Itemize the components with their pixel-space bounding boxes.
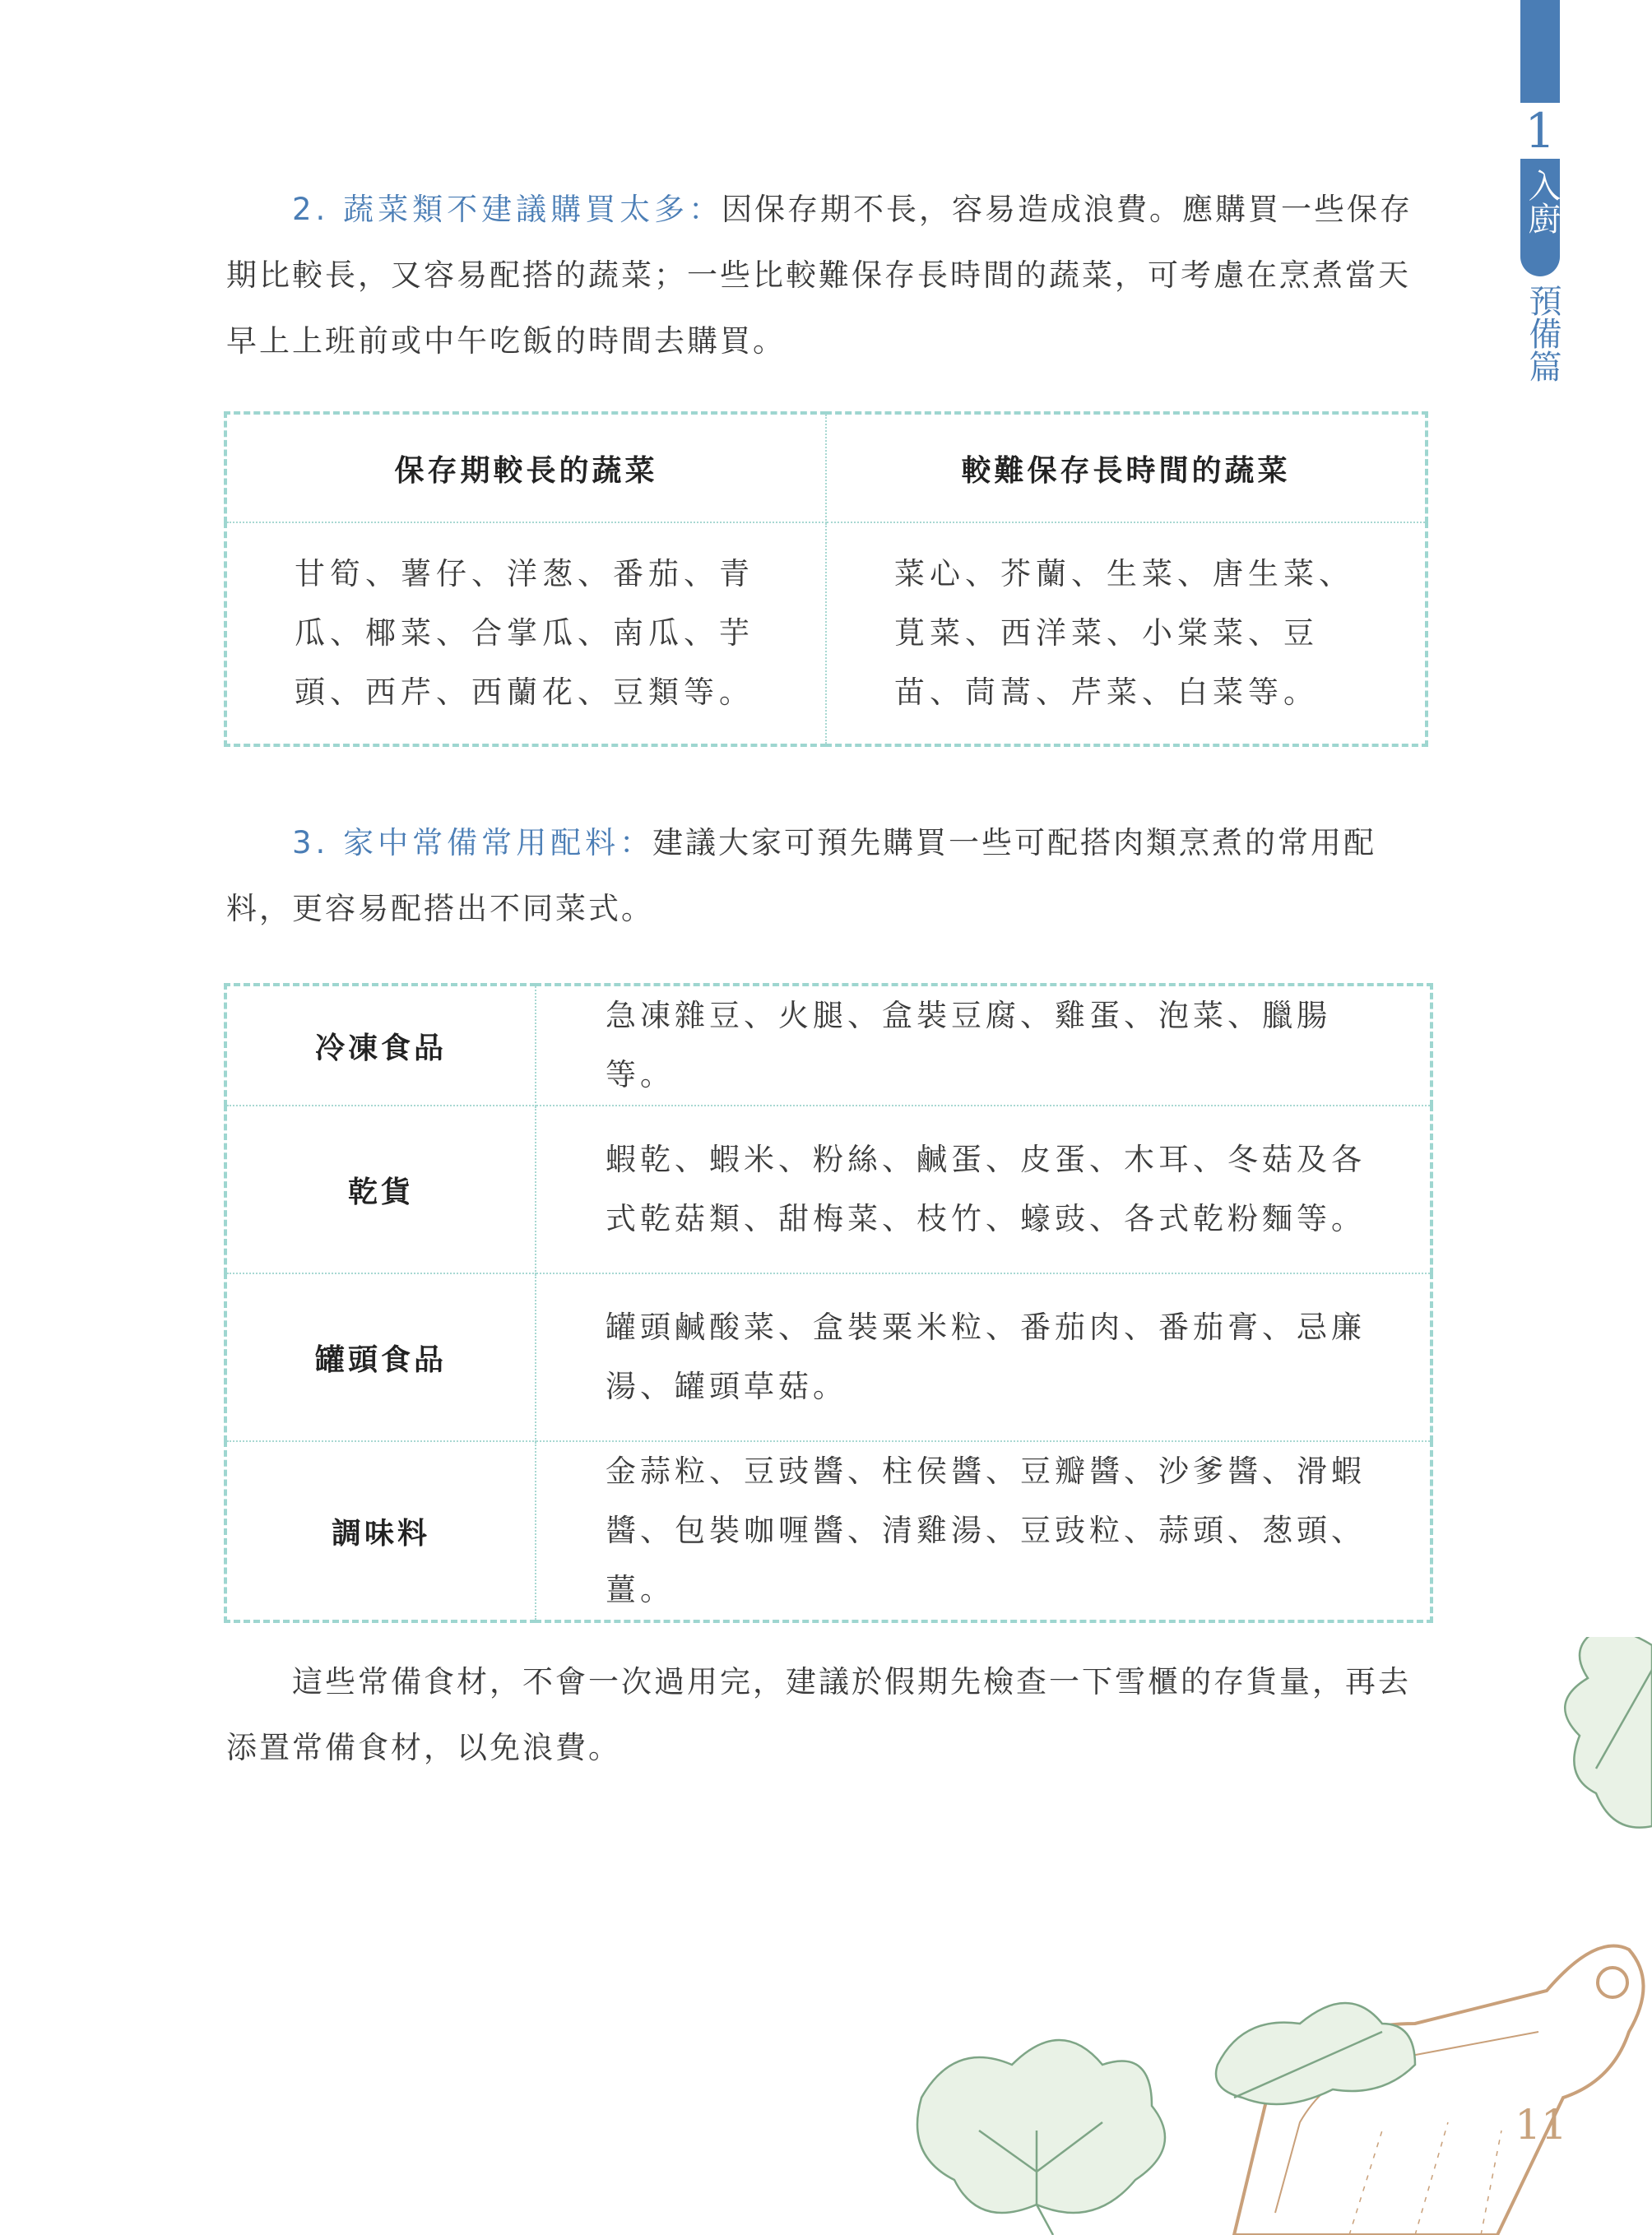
section2-colon: ： bbox=[689, 192, 722, 227]
section2-body: 因保存期不長，容易造成浪費。應購買一些保存期比較長，又容易配搭的蔬菜；一些比較難保存長時間的蔬菜，可考慮在烹煮當天早上上班前或中午吃飯的時間去購買。 bbox=[226, 192, 1413, 359]
chapter-tab-bar bbox=[1520, 0, 1560, 95]
section3-heading: 3. 家中常備常用配料 bbox=[292, 825, 620, 860]
parsley-corner-icon bbox=[1565, 1637, 1652, 1828]
chapter-subtitle-text: 預備篇 bbox=[1524, 284, 1562, 383]
section2-heading: 2. 蔬菜類不建議購買太多 bbox=[292, 192, 689, 227]
category-frozen: 冷凍食品 bbox=[225, 985, 536, 1106]
vegetable-table-row bbox=[225, 522, 1427, 745]
table-row bbox=[225, 985, 1432, 1106]
long-shelf-life-list: 甘筍、薯仔、洋葱、番茄、青瓜、椰菜、合掌瓜、南瓜、芋頭、西芹、西蘭花、豆類等。 bbox=[225, 522, 826, 745]
parsley-leaf-icon bbox=[917, 2040, 1165, 2235]
closing-body: 這些常備食材，不會一次過用完，建議於假期先檢查一下雪櫃的存貨量，再去添置常備食材，以免浪費。 bbox=[226, 1664, 1411, 1765]
section3-paragraph bbox=[226, 810, 1427, 942]
section2-paragraph bbox=[226, 177, 1427, 374]
section3-body: 建議大家可預先購買一些可配搭肉類烹煮的常用配料，更容易配搭出不同菜式。 bbox=[226, 825, 1377, 926]
chapter-subtitle bbox=[1520, 284, 1560, 394]
header-long-shelf-life: 保存期較長的蔬菜 bbox=[225, 413, 826, 522]
chapter-title bbox=[1520, 169, 1560, 245]
chapter-number: 1 bbox=[1520, 103, 1560, 159]
vegetable-table-header-row bbox=[225, 413, 1427, 522]
category-seasoning: 調味料 bbox=[225, 1441, 536, 1621]
chapter-title-text: 入廚 bbox=[1523, 169, 1561, 234]
page-number: 11 bbox=[1515, 2101, 1567, 2149]
parsley-sprig-icon bbox=[1216, 2003, 1415, 2104]
items-canned: 罐頭鹹酸菜、盒裝粟米粒、番茄肉、番茄膏、忌廉湯、罐頭草菇。 bbox=[536, 1273, 1432, 1441]
items-dried: 蝦乾、蝦米、粉絲、鹹蛋、皮蛋、木耳、冬菇及各式乾菇類、甜梅菜、枝竹、蠔豉、各式乾粉麵等。 bbox=[536, 1106, 1432, 1273]
pantry-table bbox=[224, 983, 1433, 1623]
vegetable-table bbox=[224, 411, 1428, 747]
chapter-tab bbox=[1520, 0, 1560, 276]
header-short-shelf-life: 較難保存長時間的蔬菜 bbox=[826, 413, 1427, 522]
table-row bbox=[225, 1106, 1432, 1273]
table-row bbox=[225, 1441, 1432, 1621]
category-dried: 乾貨 bbox=[225, 1106, 536, 1273]
short-shelf-life-list: 菜心、芥蘭、生菜、唐生菜、莧菜、西洋菜、小棠菜、豆苗、茼蒿、芹菜、白菜等。 bbox=[826, 522, 1427, 745]
items-seasoning: 金蒜粒、豆豉醬、柱侯醬、豆瓣醬、沙爹醬、滑蝦醬、包裝咖喱醬、清雞湯、豆豉粒、蒜頭、葱頭、薑。 bbox=[536, 1441, 1432, 1621]
table-row bbox=[225, 1273, 1432, 1441]
items-frozen: 急凍雜豆、火腿、盒裝豆腐、雞蛋、泡菜、臘腸等。 bbox=[536, 985, 1432, 1106]
section3-colon: ： bbox=[620, 825, 653, 860]
category-canned: 罐頭食品 bbox=[225, 1273, 536, 1441]
